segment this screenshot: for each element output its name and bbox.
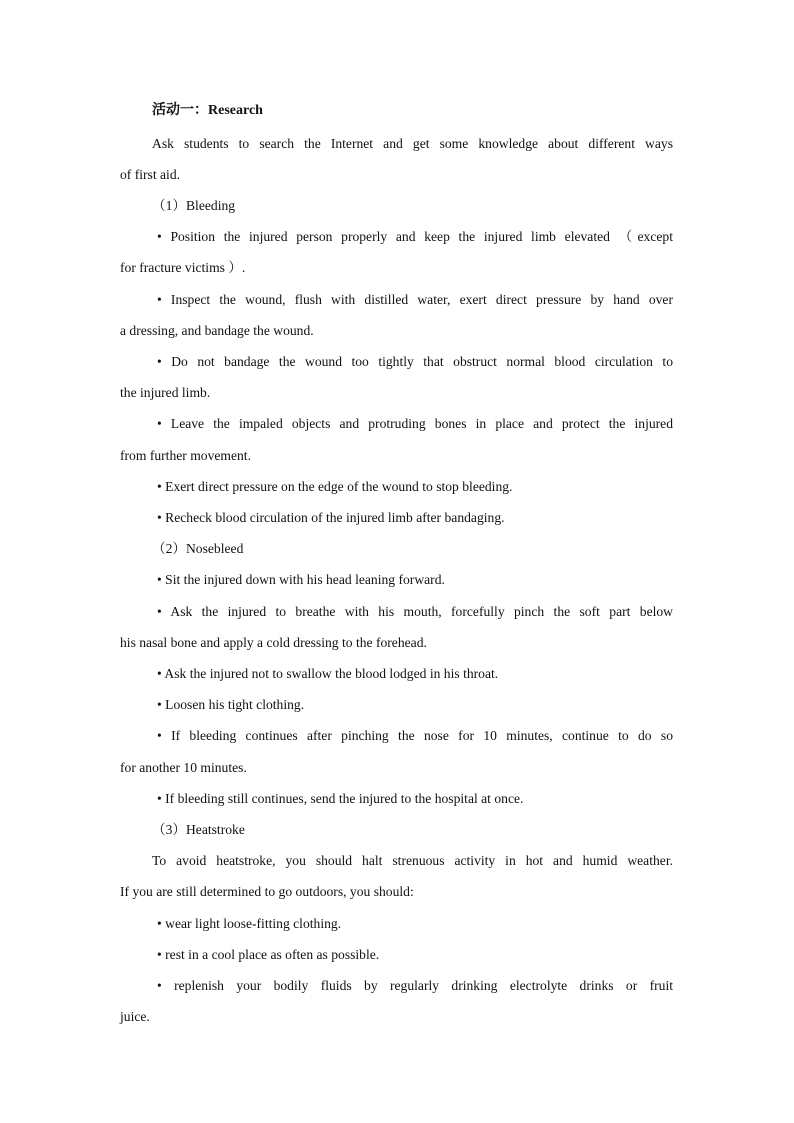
bullet-line: • If bleeding continues after pinching the nose for 10 minutes, continue to do so (157, 728, 673, 743)
bullet-line: • Leave the impaled objects and protruding bones in place and protect the injured (157, 416, 673, 431)
bullet-line: the injured limb. (120, 385, 211, 400)
bullet-line: • Exert direct pressure on the edge of the wound to stop bleeding. (157, 479, 513, 494)
paragraph-line: If you are still determined to go outdoors, you should: (120, 884, 414, 899)
intro-line: of first aid. (120, 167, 181, 182)
bullet-line: for fracture victims ）. (120, 260, 246, 275)
bullet-line: • rest in a cool place as often as possible. (157, 947, 380, 962)
paragraph-line: To avoid heatstroke, you should halt strenuous activity in hot and humid weather. (152, 853, 673, 868)
bullet-line: • If bleeding still continues, send the injured to the hospital at once. (157, 791, 524, 806)
bullet-line: • Sit the injured down with his head leaning forward. (157, 572, 445, 587)
section-title-bleeding: （1）Bleeding (152, 198, 236, 213)
bullet-line: juice. (120, 1009, 150, 1024)
intro-line: Ask students to search the Internet and get some knowledge about different ways (152, 136, 673, 151)
bullet-line: from further movement. (120, 448, 251, 463)
bullet-line: • wear light loose-fitting clothing. (157, 916, 342, 931)
bullet-line: • Ask the injured to breathe with his mouth, forcefully pinch the soft part below (157, 604, 673, 619)
bullet-line: • Do not bandage the wound too tightly that obstruct normal blood circulation to (157, 354, 673, 369)
bullet-line: • Inspect the wound, flush with distilled water, exert direct pressure by hand over (157, 292, 673, 307)
section-title-heatstroke: （3）Heatstroke (152, 822, 245, 837)
section-title-nosebleed: （2）Nosebleed (152, 541, 244, 556)
bullet-line: his nasal bone and apply a cold dressing to the forehead. (120, 635, 427, 650)
activity-heading: 活动一：Research (152, 103, 263, 118)
bullet-line: • Position the injured person properly and keep the injured limb elevated （except (157, 229, 673, 244)
bullet-line: for another 10 minutes. (120, 760, 247, 775)
bullet-line: a dressing, and bandage the wound. (120, 323, 314, 338)
bullet-line: • replenish your bodily fluids by regularly drinking electrolyte drinks or fruit (157, 978, 673, 993)
bullet-line: • Loosen his tight clothing. (157, 697, 305, 712)
bullet-line: • Recheck blood circulation of the injured limb after bandaging. (157, 510, 505, 525)
bullet-line: • Ask the injured not to swallow the blood lodged in his throat. (157, 666, 499, 681)
